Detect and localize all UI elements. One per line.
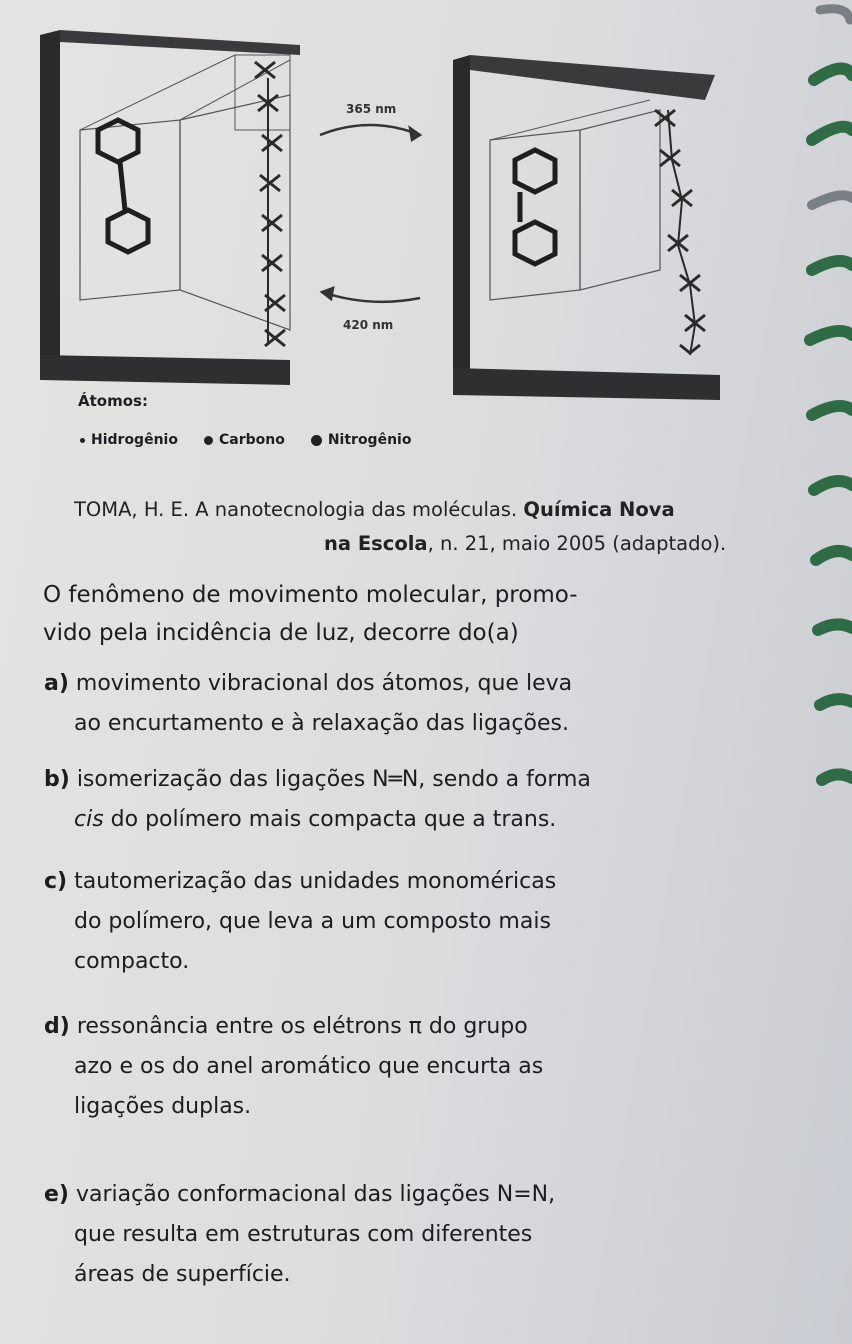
large-dot-icon: [311, 435, 322, 446]
medium-dot-icon: [204, 436, 213, 445]
option-a-line-1: movimento vibracional dos átomos, que leva: [75, 671, 573, 696]
option-e[interactable]: [44, 1175, 784, 1295]
option-c-letter: c): [44, 869, 68, 894]
option-e-line-1: variação conformacional das ligações N=N,: [75, 1182, 556, 1207]
option-d-line-2: azo e os do anel aromático que encurta as: [74, 1054, 544, 1079]
spiral-binding: [792, 0, 852, 1344]
option-d-line-1: ressonância entre os elétrons π do grupo: [76, 1014, 528, 1039]
option-c-line-2: do polímero, que leva a um composto mais: [74, 909, 551, 934]
option-c-line-3: compacto.: [74, 949, 190, 974]
atoms-legend-title: Átomos:: [78, 392, 148, 410]
question-line-2: vido pela incidência de luz, decorre do(a): [43, 620, 519, 646]
citation-journal-part1: Química Nova: [523, 498, 675, 521]
legend-item-nitrogen: [311, 432, 412, 448]
small-dot-icon: [80, 438, 85, 443]
molecular-figure: [0, 0, 800, 470]
legend-label-nitrogen: Nitrogênio: [327, 432, 412, 448]
option-a-line-2: ao encurtamento e à relaxação das ligações.: [74, 711, 569, 736]
option-d[interactable]: [44, 1007, 784, 1127]
option-a-letter: a): [44, 671, 69, 696]
left-polymer-chain: [255, 62, 285, 346]
option-c-line-1: tautomerização das unidades monoméricas: [74, 869, 557, 894]
question-line-1: O fenômeno de movimento molecular, promo-: [43, 582, 578, 608]
citation-line-2: [74, 527, 764, 561]
legend-item-hydrogen: [80, 432, 178, 448]
citation-author-title: TOMA, H. E. A nanotecnologia das moléculas.: [74, 498, 524, 521]
wavelength-365-label: 365 nm: [346, 102, 397, 116]
legend-label-hydrogen: Hidrogênio: [91, 432, 178, 448]
option-d-line-3: ligações duplas.: [74, 1094, 252, 1119]
right-polymer-chain: [655, 110, 705, 355]
option-c[interactable]: [44, 862, 784, 982]
light-arrows: [320, 125, 420, 302]
legend-label-carbon: Carbono: [218, 432, 285, 448]
option-d-letter: d): [44, 1014, 70, 1039]
option-b-line-2: cis do polímero mais compacta que a trans.: [74, 807, 557, 832]
citation-details: , n. 21, maio 2005 (adaptado).: [427, 532, 727, 555]
left-rings: [98, 120, 148, 252]
option-b[interactable]: [44, 760, 784, 840]
option-b-letter: b): [44, 767, 70, 792]
wavelength-420-label: 420 nm: [343, 318, 394, 332]
citation-journal-part2: na Escola: [324, 532, 428, 555]
legend-item-carbon: [204, 432, 285, 448]
atoms-legend: [80, 432, 429, 448]
question-stem: [43, 576, 783, 652]
option-e-line-2: que resulta em estruturas com diferentes: [74, 1222, 533, 1247]
option-e-letter: e): [44, 1182, 69, 1207]
citation-line-1: [74, 493, 764, 527]
citation: [74, 493, 764, 561]
right-rings: [515, 150, 555, 264]
option-e-line-3: áreas de superfície.: [74, 1262, 291, 1287]
left-bracket: [40, 30, 300, 385]
option-b-line-1: isomerização das ligações N═N, sendo a forma: [76, 767, 591, 792]
option-a[interactable]: [44, 664, 784, 744]
